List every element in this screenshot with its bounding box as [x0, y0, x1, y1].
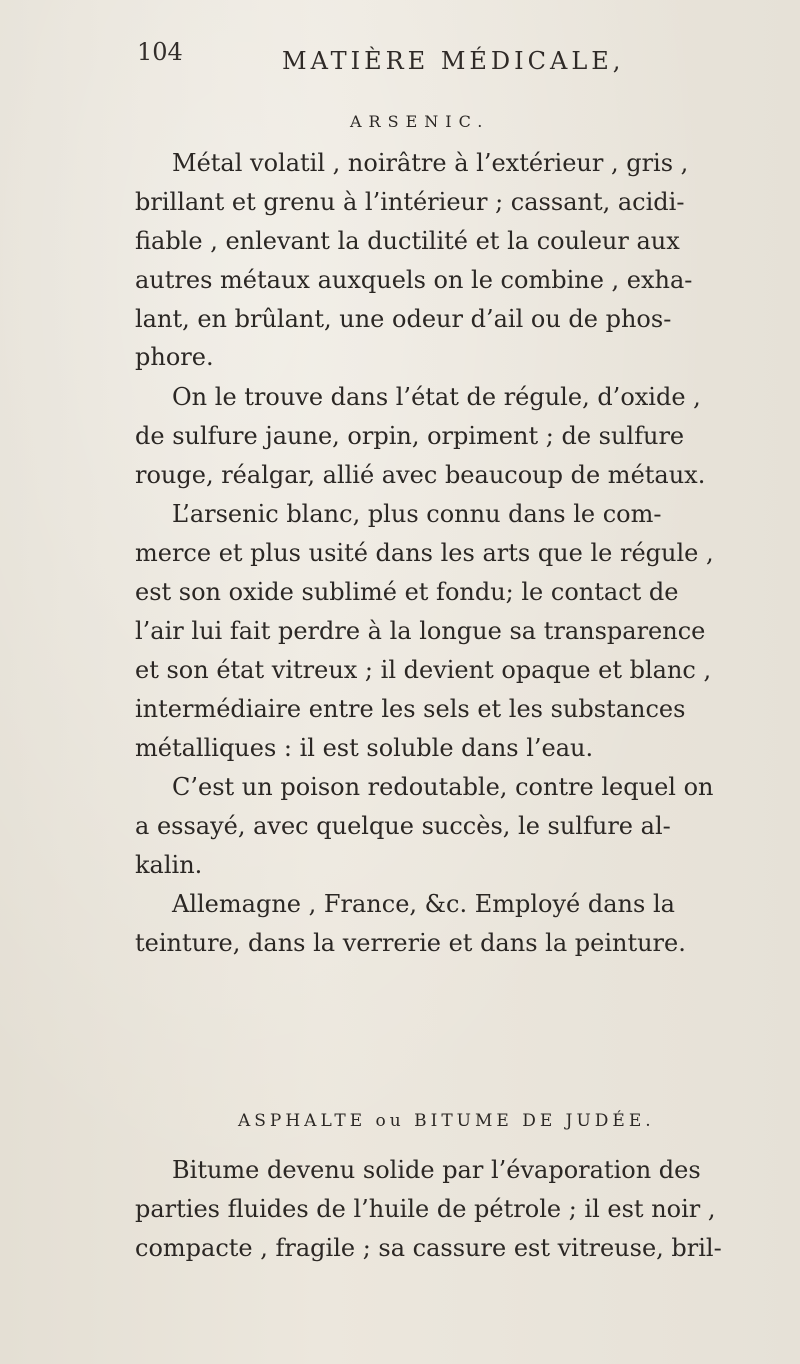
text-line: de sulfure jaune, orpin, orpiment ; de sulfure [135, 422, 685, 450]
text-line: métalliques : il est soluble dans l’eau. [135, 734, 594, 762]
text-line: rouge, réalgar, allié avec beaucoup de métaux. [135, 461, 706, 489]
text-line: C’est un poison redoutable, contre lequel on [172, 773, 714, 801]
text-line: lant, en brûlant, une odeur d’ail ou de phos- [135, 305, 672, 333]
running-head: MATIÈRE MÉDICALE, [282, 47, 625, 75]
text-line: intermédiaire entre les sels et les substances [135, 695, 686, 723]
text-line: merce et plus usité dans les arts que le régule , [135, 539, 714, 567]
section-heading-asphalte: ASPHALTE ou BITUME DE JUDÉE. [238, 1111, 655, 1131]
text-line: brillant et grenu à l’intérieur ; cassant, acidi- [135, 188, 685, 216]
text-line: parties fluides de l’huile de pétrole ; il est noir , [135, 1195, 716, 1223]
text-line: l’air lui fait perdre à la longue sa transparence [135, 617, 706, 645]
text-line: teinture, dans la verrerie et dans la peinture. [135, 929, 686, 957]
text-line: a essayé, avec quelque succès, le sulfure al- [135, 812, 671, 840]
text-line: et son état vitreux ; il devient opaque et blanc , [135, 656, 712, 684]
text-line: compacte , fragile ; sa cassure est vitreuse, bril- [135, 1234, 722, 1262]
text-line: Bitume devenu solide par l’évaporation des [172, 1156, 701, 1184]
text-line: est son oxide sublimé et fondu; le contact de [135, 578, 679, 606]
text-line: L’arsenic blanc, plus connu dans le com- [172, 500, 662, 528]
text-line: phore. [135, 343, 214, 371]
text-line: Métal volatil , noirâtre à l’extérieur , gris , [172, 149, 689, 177]
text-line: Allemagne , France, &c. Employé dans la [172, 890, 675, 918]
text-line: autres métaux auxquels on le combine , exha- [135, 266, 693, 294]
text-line: fiable , enlevant la ductilité et la couleur aux [135, 227, 680, 255]
text-line: On le trouve dans l’état de régule, d’oxide , [172, 383, 701, 411]
page-number: 104 [137, 38, 183, 66]
section-heading-arsenic: ARSENIC. [350, 112, 490, 131]
text-line: kalin. [135, 851, 203, 879]
